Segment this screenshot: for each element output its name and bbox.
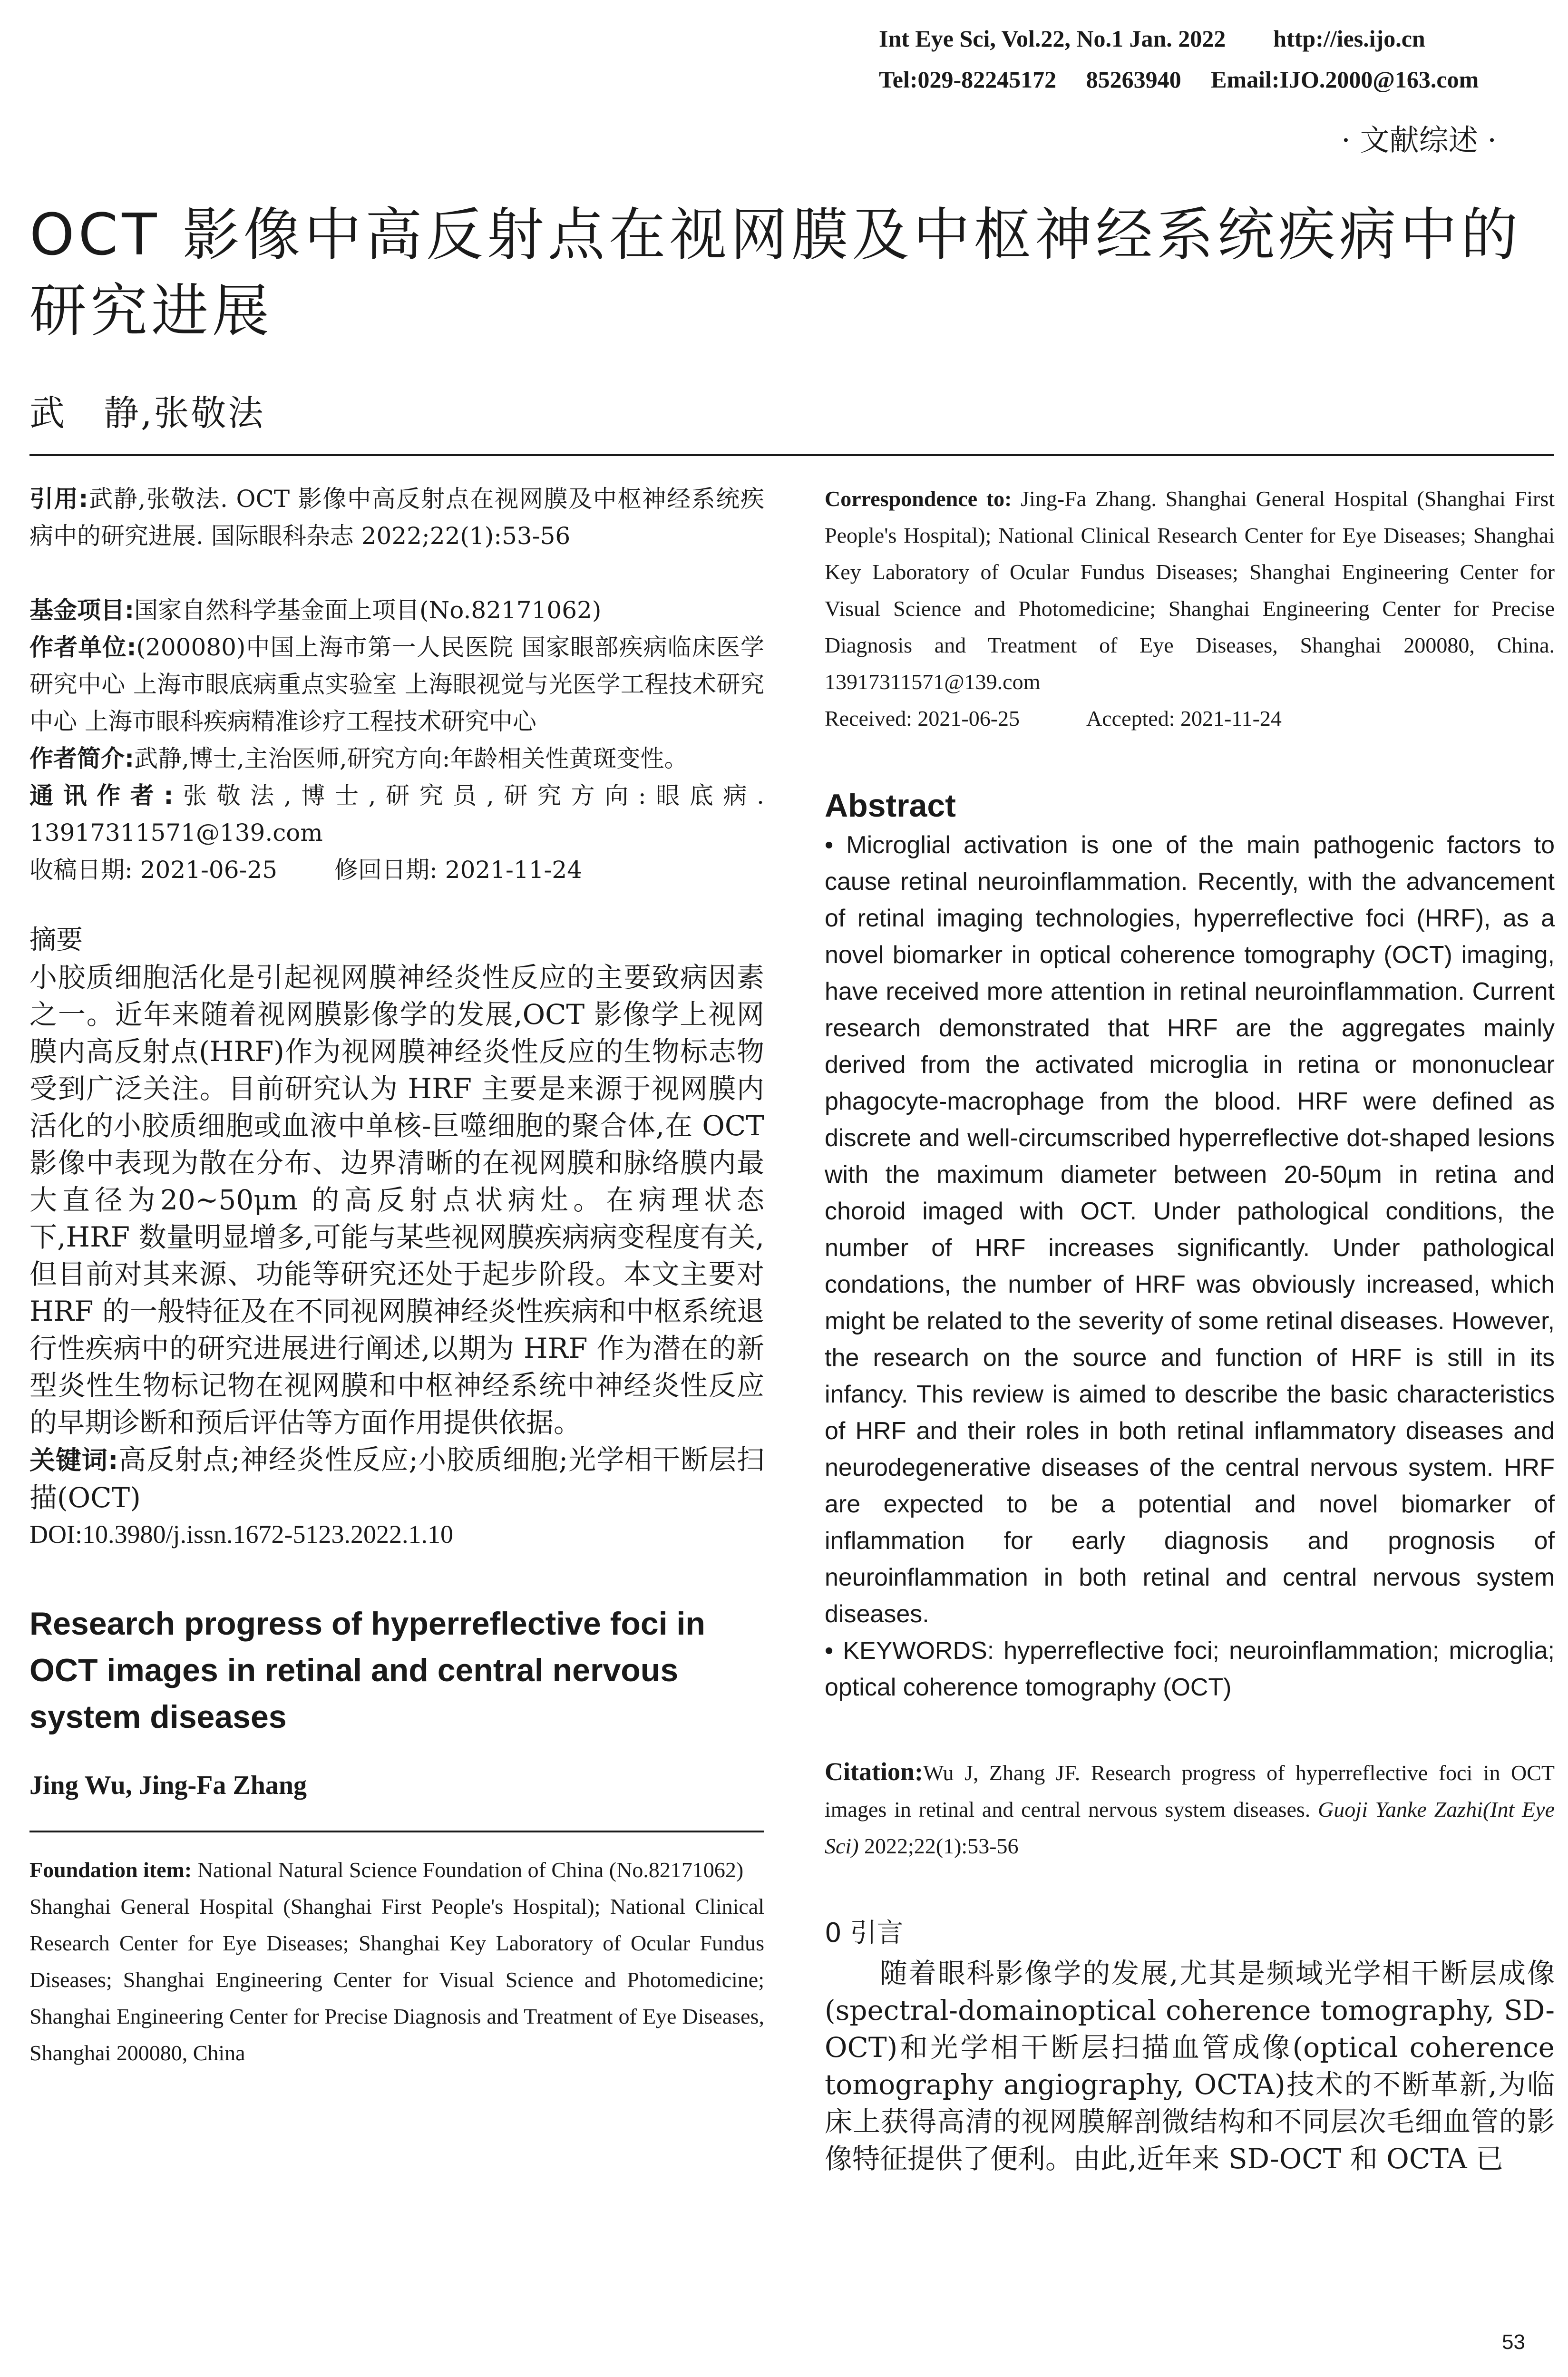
citation-en: [825, 1754, 1555, 1864]
contact-info-line: Tel:029-82245172 85263940 Email:IJO.2000@163.com: [879, 66, 1479, 93]
corr-cn-text: 张敬法,博士,研究员,研究方向:眼底病. 13917311571@139.com: [29, 782, 765, 847]
foundation-en: [29, 1851, 764, 1888]
author-bio: [29, 740, 764, 777]
corr-cn-label: 通讯作者:: [29, 782, 174, 809]
article-title-en: Research progress of hyperreflective foci in OCT images in retinal and central nervous system diseases: [29, 1606, 705, 1735]
affiliation-en: Shanghai General Hospital (Shanghai First People's Hospital); National Clinical Research Center for Eye Diseases; Shanghai Key Laboratory of Ocular Fundus Diseases; Shanghai Engineering Center for Visual Science and Photomedicine; Shanghai Engineering Center for Precise Diagnosis and Treatment of Eye Diseases, Shanghai 200080, China: [29, 1894, 764, 2065]
citation-cn-text: 武静,张敬法. OCT 影像中高反射点在视网膜及中枢神经系统疾病中的研究进展. 国际眼科杂志 2022;22(1):53-56: [29, 485, 765, 550]
received-date-en: Received: 2021-06-25: [825, 706, 1020, 731]
doi: DOI:10.3980/j.issn.1672-5123.2022.1.10: [29, 1520, 453, 1549]
author-unit: [29, 629, 764, 740]
correspondence-en-label: Correspondence to:: [825, 487, 1012, 511]
abstract-cn-heading: 摘要: [29, 925, 83, 955]
intro-body: 随着眼科影像学的发展,尤其是频域光学相干断层成像(spectral-domainoptical coherence tomography, SD-OCT)和光学相干断层扫描血管成像(optical coherence tomography angiography, OCTA)技术的不断革新,为临床上获得高清的视网膜解剖微结构和不同层次毛细血管的影像特征提供了便利。由此,近年来 SD-OCT 和 OCTA 已: [825, 1957, 1555, 2175]
correspondence-en: [825, 480, 1555, 700]
abstract-en-heading: Abstract: [825, 788, 956, 824]
abstract-cn-body: 小胶质细胞活化是引起视网膜神经炎性反应的主要致病因素之一。近年来随着视网膜影像学的发展,OCT 影像学上视网膜内高反射点(HRF)作为视网膜神经炎性反应的生物标志物受到广泛关注。目前研究认为 HRF 主要是来源于视网膜内活化的小胶质细胞或血液中单核-巨噬细胞的聚合体,在 OCT 影像中表现为散在分布、边界清晰的在视网膜和脉络膜内最大直径为20~50μm 的高反射点状病灶。在病理状态下,HRF 数量明显增多,可能与某些视网膜疾病病变程度有关,但目前对其来源、功能等研究还处于起步阶段。本文主要对 HRF 的一般特征及在不同视网膜神经炎性疾病和中枢系统退行性疾病中的研究进展进行阐述,以期为 HRF 作为潜在的新型炎性生物标记物在视网膜和中枢神经系统中神经炎性反应的早期诊断和预后评估等方面作用提供依据。: [29, 961, 764, 1439]
citation-en-journal: Guoji Yanke Zazhi(Int Eye Sci): [825, 1797, 1555, 1858]
right-column: [825, 480, 1555, 2177]
citation-en-label: Citation:: [825, 1757, 923, 1786]
authors-cn: 武 静,张敬法: [29, 393, 265, 434]
corresponding-author-cn: [29, 777, 764, 851]
keywords-cn: [29, 1441, 764, 1516]
keywords-cn-label: 关键词:: [29, 1445, 118, 1475]
article-type-label: · 文献综述 ·: [1341, 123, 1497, 157]
dates-en: [825, 700, 1555, 737]
left-column: [29, 480, 764, 2071]
citation-cn: [29, 480, 764, 555]
accepted-date-en: Accepted: 2021-11-24: [1086, 706, 1282, 731]
left-divider: [29, 1831, 764, 1832]
citation-en-text: Wu J, Zhang JF. Research progress of hyperreflective foci in OCT images in retinal and central nervous system diseases.: [825, 1761, 1555, 1822]
fund-info: [29, 592, 764, 629]
keywords-cn-text: 高反射点;神经炎性反应;小胶质细胞;光学相干断层扫描(OCT): [29, 1443, 764, 1514]
bio-text: 武静,博士,主治医师,研究方向:年龄相关性黄斑变性。: [134, 745, 688, 772]
header-divider: [29, 454, 1554, 456]
page-number: 53: [1502, 2330, 1525, 2354]
article-title-cn: OCT 影像中高反射点在视网膜及中枢神经系统疾病中的研究进展: [29, 202, 1522, 344]
unit-label: 作者单位:: [29, 633, 136, 661]
intro-heading: 0 引言: [825, 1918, 904, 1948]
revised-date-cn: 修回日期: 2021-11-24: [334, 856, 583, 884]
dates-cn: [29, 851, 764, 888]
journal-info-line: Int Eye Sci, Vol.22, No.1 Jan. 2022 http://ies.ijo.cn: [879, 25, 1425, 52]
citation-cn-label: 引用:: [29, 485, 88, 513]
keywords-en: • KEYWORDS: hyperreflective foci; neuroinflammation; microglia; optical coherence tomography (OCT): [825, 1637, 1555, 1701]
foundation-en-text: National Natural Science Foundation of China (No.82171062): [197, 1858, 744, 1882]
correspondence-en-text: Jing-Fa Zhang. Shanghai General Hospital (Shanghai First People's Hospital); National Clinical Research Center for Eye Diseases; Shanghai Key Laboratory of Ocular Fundus Diseases; Shanghai Engineering Center for Visual Science and Photomedicine; Shanghai Engineering Center for Precise Diagnosis and Treatment of Eye Diseases, Shanghai 200080, China. 13917311571@139.com: [825, 487, 1555, 694]
authors-en: Jing Wu, Jing-Fa Zhang: [29, 1771, 307, 1800]
abstract-en-body: • Microglial activation is one of the main pathogenic factors to cause retinal neuroinflammation. Recently, with the advancement of retinal imaging technologies, hyperreflective foci (HRF), as a novel biomarker in optical coherence tomography (OCT) imaging, have received more attention in retinal neuroinflammation. Current research demonstrated that HRF are the aggregates mainly derived from the activated microglia in retina or mononuclear phagocyte-macrophage from the blood. HRF were defined as discrete and well-circumscribed hyperreflective dot-shaped lesions with the maximum diameter between 20-50μm in retina and choroid imaged with OCT. Under pathological conditions, the number of HRF increases significantly. Under pathological condations, the number of HRF was obviously increased, which might be related to the severity of some retinal diseases. However, the research on the source and function of HRF is still in its infancy. This review is aimed to describe the basic characteristics of HRF and their roles in both retinal inflammatory diseases and neurodegenerative diseases of the central nervous system. HRF are expected to be a potential and novel biomarker of inflammation for early diagnosis and prognosis of neuroinflammation in both retinal and central nervous system diseases.: [825, 831, 1555, 1628]
fund-text: 国家自然科学基金面上项目(No.82171062): [134, 596, 602, 624]
received-date-cn: 收稿日期: 2021-06-25: [29, 856, 278, 884]
fund-label: 基金项目:: [29, 596, 134, 624]
unit-text: (200080)中国上海市第一人民医院 国家眼部疾病临床医学研究中心 上海市眼底病重点实验室 上海眼视觉与光医学工程技术研究中心 上海市眼科疾病精准诊疗工程技术研究中心: [29, 633, 764, 735]
foundation-en-label: Foundation item:: [29, 1858, 192, 1882]
citation-en-tail: 2022;22(1):53-56: [864, 1834, 1019, 1858]
bio-label: 作者简介:: [29, 745, 134, 772]
